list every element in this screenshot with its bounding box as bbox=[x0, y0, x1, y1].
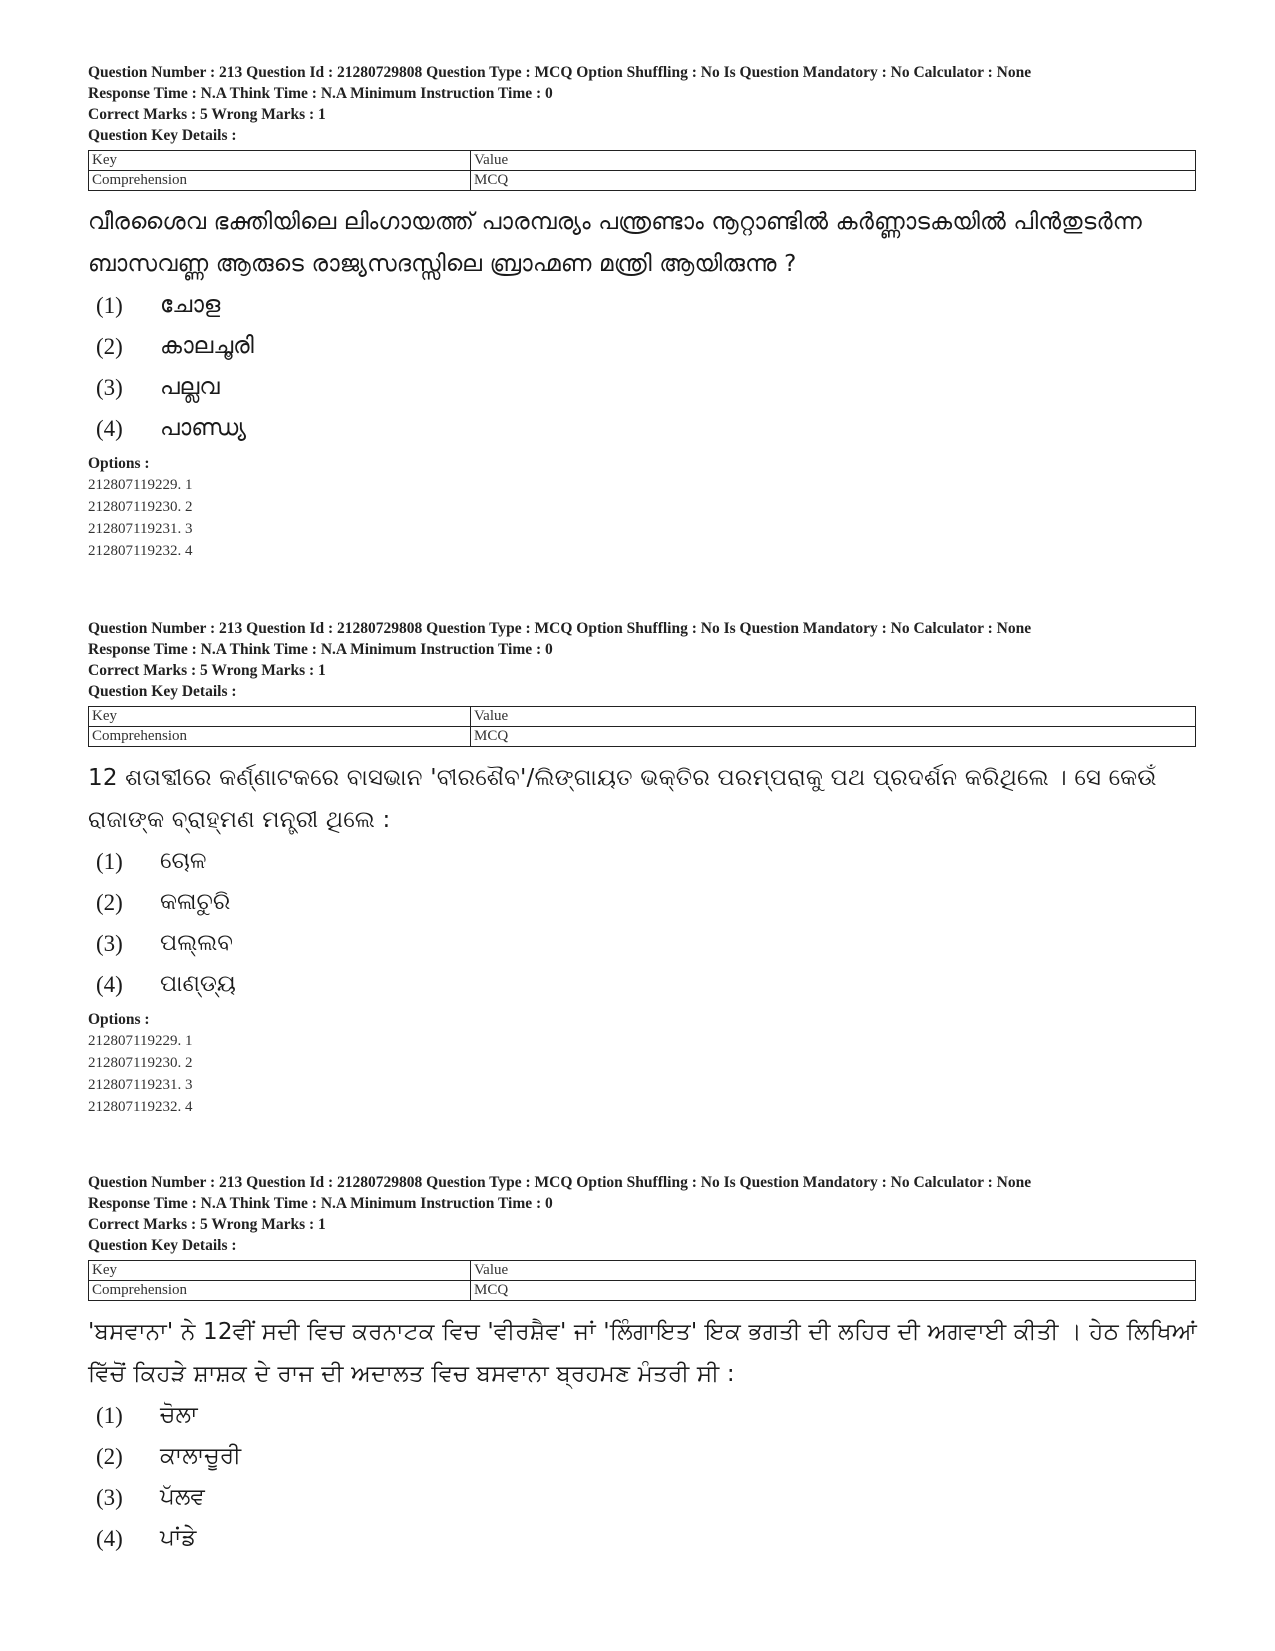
value-cell: MCQ bbox=[471, 171, 1196, 191]
question-meta-line: Question Number : 213 Question Id : 21280729808 Question Type : MCQ Option Shuffling : No Is Question Mandatory : No Calculator : None bbox=[88, 1174, 1032, 1191]
option-text: ਪੱਲਵ bbox=[160, 1484, 205, 1510]
option-text: ପଲ୍ଲବ bbox=[160, 930, 233, 956]
table-row bbox=[89, 1261, 1196, 1281]
key-header-cell: Key bbox=[89, 707, 471, 727]
question-meta-line: Question Number : 213 Question Id : 21280729808 Question Type : MCQ Option Shuffling : No Is Question Mandatory : No Calculator : None bbox=[88, 64, 1032, 81]
table-row bbox=[89, 1281, 1196, 1301]
option-number: (3) bbox=[96, 1485, 123, 1510]
value-header-cell: Value bbox=[471, 707, 1196, 727]
question-meta-line: Question Number : 213 Question Id : 21280729808 Question Type : MCQ Option Shuffling : No Is Question Mandatory : No Calculator : None bbox=[88, 620, 1032, 637]
option-text: കാലചൂരി bbox=[160, 333, 254, 359]
option-number: (4) bbox=[96, 1526, 123, 1551]
question-text: 'ਬਸਵਾਨਾ' ਨੇ 12ਵੀਂ ਸਦੀ ਵਿਚ ਕਰਨਾਟਕ ਵਿਚ 'ਵੀਰਸ਼ੈਵ' ਜਾਂ 'ਲਿੰਗਾਇਤ' ਇਕ ਭਗਤੀ ਦੀ ਲਹਿਰ ਦੀ ਅਗਵਾਈ ਕੀਤੀ । ਹੇਠ ਲਿਖਿਆਂ ਵਿੱਚੋਂ ਕਿਹੜੇ ਸ਼ਾਸ਼ਕ ਦੇ ਰਾਜ ਦੀ ਅਦਾਲਤ ਵਿਚ ਬਸਵਾਨਾ ਬ੍ਰਹਮਣ ਮੰਤਰੀ ਸੀ : bbox=[88, 1319, 1198, 1387]
value-cell: MCQ bbox=[471, 1281, 1196, 1301]
key-details-table bbox=[88, 150, 1196, 191]
table-row bbox=[89, 171, 1196, 191]
option-id: 212807119229. 1 bbox=[88, 477, 193, 493]
question-text: വീരശൈവ ഭക്തിയിലെ ലിംഗായത്ത് പാരമ്പര്യം പന്ത്രണ്ടാം നൂറ്റാണ്ടിൽ കർണ്ണാടകയിൽ പിൻതുടർന്ന ബാസവണ്ണ ആരുടെ രാജ്യസദസ്സിലെ ബ്രാഹ്മണ മന്ത്രി ആയിരുന്നു ? bbox=[88, 209, 1142, 277]
option-id: 212807119232. 4 bbox=[88, 543, 193, 559]
answer-option bbox=[88, 1436, 1198, 1477]
answer-option bbox=[88, 923, 1198, 964]
answer-option bbox=[88, 285, 1198, 326]
key-details-table bbox=[88, 1260, 1196, 1301]
option-id: 212807119229. 1 bbox=[88, 1033, 193, 1049]
option-number: (3) bbox=[96, 375, 123, 400]
answer-option bbox=[88, 367, 1198, 408]
option-text: ਚੋਲਾ bbox=[160, 1402, 198, 1428]
key-cell: Comprehension bbox=[89, 727, 471, 747]
option-text: ਕਾਲਾਚੂਰੀ bbox=[160, 1443, 242, 1469]
answer-option bbox=[88, 408, 1198, 449]
option-text: ପାଣ୍ଡ୍ୟ bbox=[160, 971, 236, 997]
option-number: (2) bbox=[96, 1444, 123, 1469]
marks-line: Correct Marks : 5 Wrong Marks : 1 bbox=[88, 1216, 326, 1233]
option-number: (4) bbox=[96, 972, 123, 997]
key-header-cell: Key bbox=[89, 1261, 471, 1281]
option-number: (2) bbox=[96, 334, 123, 359]
answer-option bbox=[88, 326, 1198, 367]
option-number: (4) bbox=[96, 416, 123, 441]
response-time-line: Response Time : N.A Think Time : N.A Minimum Instruction Time : 0 bbox=[88, 641, 553, 658]
key-details-label: Question Key Details : bbox=[88, 127, 237, 144]
answer-option bbox=[88, 882, 1198, 923]
option-id: 212807119231. 3 bbox=[88, 521, 193, 537]
option-text: କଳାଚୁରି bbox=[160, 889, 231, 915]
option-number: (1) bbox=[96, 293, 123, 318]
option-text: പല്ലവ bbox=[160, 374, 220, 400]
answer-option bbox=[88, 1518, 1198, 1559]
question-block-odia bbox=[88, 618, 1198, 1118]
key-details-label: Question Key Details : bbox=[88, 683, 237, 700]
key-details-table bbox=[88, 706, 1196, 747]
answer-option bbox=[88, 1477, 1198, 1518]
answer-option bbox=[88, 841, 1198, 882]
marks-line: Correct Marks : 5 Wrong Marks : 1 bbox=[88, 662, 326, 679]
key-cell: Comprehension bbox=[89, 171, 471, 191]
option-text: ଚୋଳ bbox=[160, 848, 207, 874]
option-id: 212807119232. 4 bbox=[88, 1099, 193, 1115]
options-label: Options : bbox=[88, 1011, 150, 1028]
value-cell: MCQ bbox=[471, 727, 1196, 747]
marks-line: Correct Marks : 5 Wrong Marks : 1 bbox=[88, 106, 326, 123]
option-id: 212807119230. 2 bbox=[88, 499, 193, 515]
question-block-punjabi bbox=[88, 1172, 1198, 1559]
answer-option bbox=[88, 964, 1198, 1005]
option-number: (3) bbox=[96, 931, 123, 956]
option-id: 212807119230. 2 bbox=[88, 1055, 193, 1071]
value-header-cell: Value bbox=[471, 151, 1196, 171]
question-text: 12 ଶତାବ୍ଦୀରେ କର୍ଣ୍ଣାଟକରେ ବାସଭାନ 'ବୀରଶୈବ'/ଲିଙ୍ଗାୟତ ଭକ୍ତିର ପରମ୍ପରାକୁ ପଥ ପ୍ରଦର୍ଶନ କରିଥିଲେ । ସେ କେଉଁ ରାଜାଙ୍କ ବ୍ରାହ୍ମଣ ମନ୍ତ୍ରୀ ଥିଲେ : bbox=[88, 765, 1157, 833]
table-row bbox=[89, 727, 1196, 747]
option-number: (1) bbox=[96, 1403, 123, 1428]
key-details-label: Question Key Details : bbox=[88, 1237, 237, 1254]
key-cell: Comprehension bbox=[89, 1281, 471, 1301]
response-time-line: Response Time : N.A Think Time : N.A Minimum Instruction Time : 0 bbox=[88, 1195, 553, 1212]
table-row bbox=[89, 151, 1196, 171]
options-label: Options : bbox=[88, 455, 150, 472]
value-header-cell: Value bbox=[471, 1261, 1196, 1281]
option-text: പാണ്ഡ്യ bbox=[160, 415, 247, 441]
option-number: (1) bbox=[96, 849, 123, 874]
option-number: (2) bbox=[96, 890, 123, 915]
question-block-malayalam bbox=[88, 62, 1198, 562]
answer-option bbox=[88, 1395, 1198, 1436]
option-text: ਪਾਂਡੇ bbox=[160, 1525, 197, 1551]
response-time-line: Response Time : N.A Think Time : N.A Minimum Instruction Time : 0 bbox=[88, 85, 553, 102]
key-header-cell: Key bbox=[89, 151, 471, 171]
table-row bbox=[89, 707, 1196, 727]
option-id: 212807119231. 3 bbox=[88, 1077, 193, 1093]
option-text: ചോള bbox=[160, 292, 221, 318]
